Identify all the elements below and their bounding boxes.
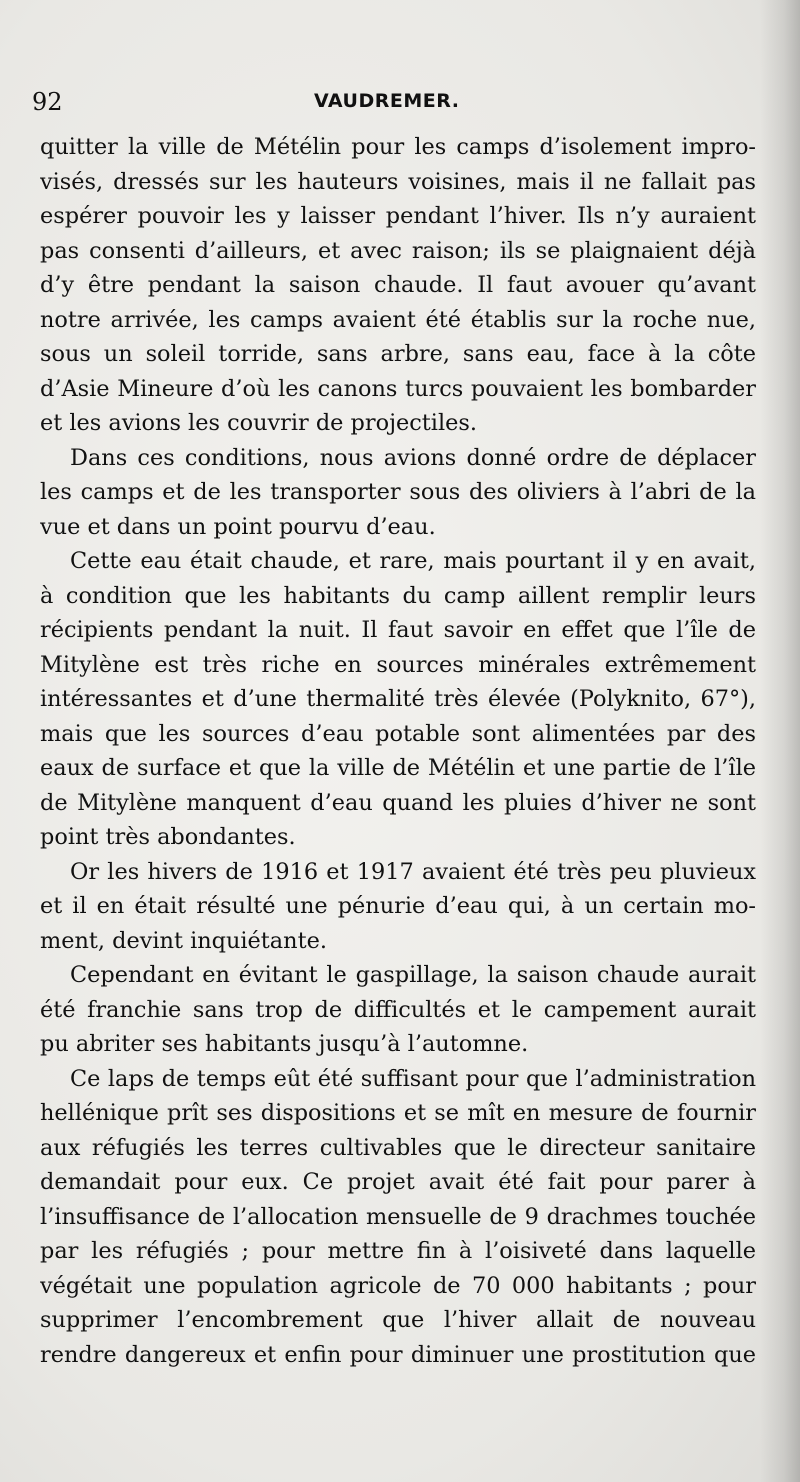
text-line: par les réfugiés ; pour mettre fin à l’oisiveté dans laquelle bbox=[40, 1238, 756, 1264]
text-line: pas consenti d’ailleurs, et avec raison; ils se plaignaient déjà bbox=[40, 237, 756, 264]
text-line: Dans ces conditions, nous avions donné ordre de déplacer bbox=[70, 444, 756, 471]
text-line: aux réfugiés les terres cultivables que le directeur sanitaire bbox=[40, 1134, 756, 1161]
text-line: eaux de surface et que la ville de Métélin et une partie de l’île bbox=[40, 755, 756, 781]
text-line: mais que les sources d’eau potable sont alimentées par des bbox=[40, 720, 756, 747]
text-line: sous un soleil torride, sans arbre, sans eau, face à la côte bbox=[40, 341, 756, 367]
text-line: Cependant en évitant le gaspillage, la saison chaude aurait bbox=[70, 962, 756, 988]
text-line: et les avions les couvrir de projectiles. bbox=[40, 410, 477, 436]
text-line: été franchie sans trop de difficultés et le campement aurait bbox=[40, 996, 756, 1023]
text-line: Or les hivers de 1916 et 1917 avaient été très peu pluvieux bbox=[70, 858, 756, 885]
text-line: Ce laps de temps eût été suffisant pour que l’administration bbox=[70, 1065, 756, 1092]
text-line: récipients pendant la nuit. Il faut savoir en effet que l’île de bbox=[40, 617, 756, 643]
text-line: les camps et de les transporter sous des oliviers à l’abri de la bbox=[40, 479, 756, 505]
text-line: à condition que les habitants du camp aillent remplir leurs bbox=[40, 582, 756, 609]
text-line: visés, dressés sur les hauteurs voisines, mais il ne fallait pas bbox=[40, 168, 756, 195]
text-line: d’Asie Mineure d’où les canons turcs pouvaient les bombarder bbox=[40, 375, 756, 402]
text-line: hellénique prît ses dispositions et se mît en mesure de fournir bbox=[40, 1100, 756, 1126]
text-line: l’insuffisance de l’allocation mensuelle de 9 drachmes touchée bbox=[40, 1203, 756, 1230]
text-line: Cette eau était chaude, et rare, mais pourtant il y en avait, bbox=[70, 548, 756, 574]
text-line: Mitylène est très riche en sources minérales extrêmement bbox=[40, 651, 756, 678]
text-line: point très abondantes. bbox=[40, 824, 296, 850]
text-line: pu abriter ses habitants jusqu’à l’automne. bbox=[40, 1031, 529, 1057]
text-line: et il en était résulté une pénurie d’eau qui, à un certain mo- bbox=[40, 893, 756, 919]
text-line: végétait une population agricole de 70 000 habitants ; pour bbox=[40, 1272, 756, 1299]
page-number: 92 bbox=[32, 88, 63, 116]
running-title: VAUDREMER. bbox=[314, 90, 460, 112]
text-line: demandait pour eux. Ce projet avait été fait pour parer à bbox=[40, 1169, 756, 1195]
text-line: supprimer l’encombrement que l’hiver allait de nouveau bbox=[40, 1307, 756, 1333]
text-line: espérer pouvoir les y laisser pendant l’hiver. Ils n’y auraient bbox=[40, 203, 756, 229]
page-shadow-edge bbox=[760, 0, 800, 1482]
text-line: ment, devint inquiétante. bbox=[40, 927, 327, 954]
text-line: de Mitylène manquent d’eau quand les pluies d’hiver ne sont bbox=[40, 789, 756, 816]
text-line: d’y être pendant la saison chaude. Il faut avouer qu’avant bbox=[40, 272, 756, 298]
text-line: intéressantes et d’une thermalité très élevée (Polyknito, 67°), bbox=[40, 686, 756, 712]
text-line: vue et dans un point pourvu d’eau. bbox=[40, 513, 436, 540]
body-text bbox=[40, 130, 756, 1372]
text-line: rendre dangereux et enfin pour diminuer une prostitution que bbox=[40, 1341, 756, 1368]
text-line: quitter la ville de Métélin pour les camps d’isolement impro- bbox=[40, 134, 756, 160]
text-line: notre arrivée, les camps avaient été établis sur la roche nue, bbox=[40, 306, 756, 333]
page-header bbox=[32, 88, 732, 122]
